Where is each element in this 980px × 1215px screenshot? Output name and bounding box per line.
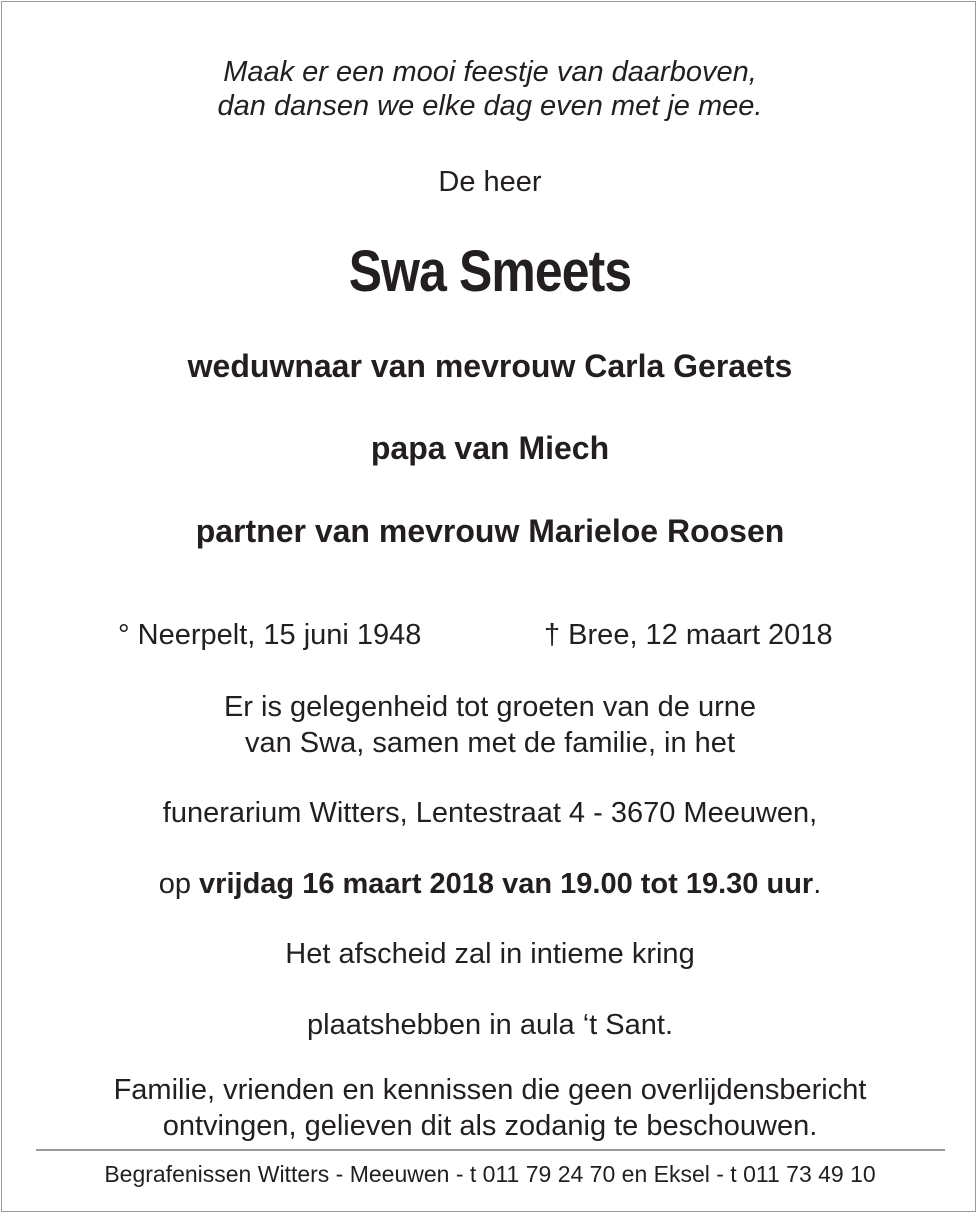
footer-contact: Begrafenissen Witters - Meeuwen - t 011 79 24 70 en Eksel - t 011 73 49 10 <box>104 1161 876 1187</box>
death-date: † Bree, 12 maart 2018 <box>544 619 833 651</box>
birth-date: ° Neerpelt, 15 juni 1948 <box>118 619 422 651</box>
notice-line-1: Familie, vrienden en kennissen die geen overlijdensbericht <box>113 1074 867 1106</box>
farewell-line-2: plaatshebben in aula ‘t Sant. <box>307 1009 673 1041</box>
deceased-name: Swa Smeets <box>348 239 632 304</box>
salutation: De heer <box>438 166 542 198</box>
visitation-prefix: op <box>158 868 191 900</box>
visitation-suffix: . <box>813 868 822 900</box>
footer-divider <box>36 1149 945 1151</box>
notice-line-2: ontvingen, gelieven dit als zodanig te beschouwen. <box>162 1110 818 1142</box>
relation-partner: partner van mevrouw Marieloe Roosen <box>195 513 785 549</box>
visitation-location: funerarium Witters, Lentestraat 4 - 3670 Meeuwen, <box>162 797 818 829</box>
quote-line-1: Maak er een mooi feestje van daarboven, <box>223 56 757 88</box>
visitation-line-2: van Swa, samen met de familie, in het <box>244 727 735 759</box>
relation-widower: weduwnaar van mevrouw Carla Geraets <box>187 348 793 384</box>
visitation-datetime: vrijdag 16 maart 2018 van 19.00 tot 19.30 uur <box>199 868 814 900</box>
visitation-time-line <box>0 870 980 899</box>
farewell-line-1: Het afscheid zal in intieme kring <box>285 938 695 970</box>
quote-line-2: dan dansen we elke dag even met je mee. <box>217 90 763 122</box>
visitation-line-1: Er is gelegenheid tot groeten van de urne <box>223 691 757 723</box>
relation-father: papa van Miech <box>370 430 610 466</box>
